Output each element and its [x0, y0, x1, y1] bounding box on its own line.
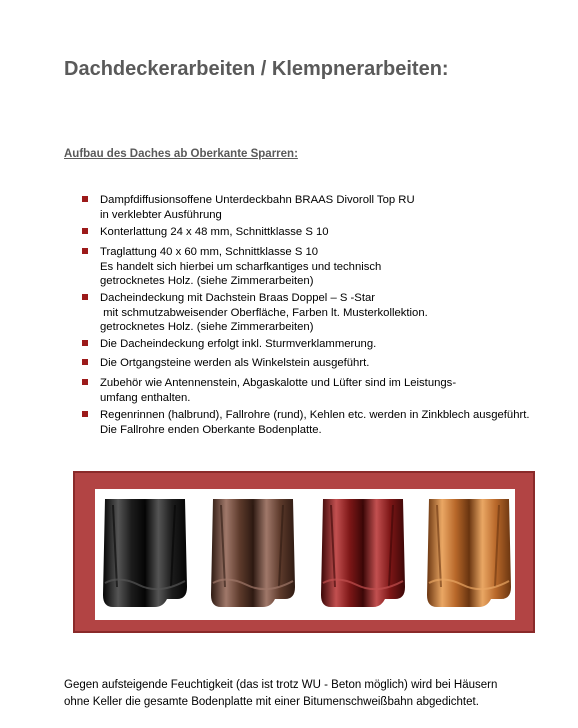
square-bullet-icon	[82, 359, 88, 365]
roof-tile-samples	[95, 489, 515, 620]
roof-tile-orange	[423, 495, 515, 613]
list-item-line: Die Fallrohre enden Oberkante Bodenplatte.	[100, 423, 322, 436]
list-item-line: getrocknetes Holz. (siehe Zimmerarbeiten)	[100, 275, 314, 288]
list-item-line: in verklebter Ausführung	[100, 208, 222, 221]
list-item-line: Zubehör wie Antennenstein, Abgaskalotte und Lüfter sind im Leistungs-	[100, 377, 457, 389]
list-item-line: Traglattung 40 x 60 mm, Schnittklasse S 10	[100, 246, 319, 258]
square-bullet-icon	[82, 411, 88, 417]
footer-note	[64, 677, 497, 711]
square-bullet-icon	[82, 340, 88, 346]
list-item-line: Es handelt sich hierbei um scharfkantiges und technisch	[100, 260, 382, 273]
list-item-line: mit schmutzabweisender Oberfläche, Farben lt. Musterkollektion.	[100, 306, 428, 319]
square-bullet-icon	[82, 294, 88, 300]
square-bullet-icon	[82, 228, 88, 234]
list-item-line: Konterlattung 24 x 48 mm, Schnittklasse S 10	[100, 226, 329, 238]
square-bullet-icon	[82, 196, 88, 202]
list-item-line: Die Dacheindeckung erfolgt inkl. Sturmverklammerung.	[100, 338, 377, 350]
list-item-line: Dacheindeckung mit Dachstein Braas Doppel – S -Star	[100, 292, 376, 304]
list-item-line: getrocknetes Holz. (siehe Zimmerarbeiten)	[100, 321, 314, 334]
footer-line: ohne Keller die gesamte Bodenplatte mit einer Bitumenschweißbahn abgedichtet.	[64, 696, 479, 708]
roof-tile-brown	[207, 495, 299, 613]
square-bullet-icon	[82, 248, 88, 254]
list-item-line: Regenrinnen (halbrund), Fallrohre (rund), Kehlen etc. werden in Zinkblech ausgeführt.	[100, 409, 530, 421]
list-item-line: Die Ortgangsteine werden als Winkelstein ausgeführt.	[100, 357, 370, 369]
square-bullet-icon	[82, 379, 88, 385]
section-heading: Aufbau des Daches ab Oberkante Sparren:	[64, 148, 298, 160]
list-item-line: Dampfdiffusionsoffene Unterdeckbahn BRAAS Divoroll Top RU	[100, 194, 415, 206]
roof-tile-samples-frame	[73, 471, 535, 633]
list-item-line: umfang enthalten.	[100, 391, 191, 404]
footer-line: Gegen aufsteigende Feuchtigkeit (das ist trotz WU - Beton möglich) wird bei Häusern	[64, 679, 498, 691]
roof-tile-black	[99, 495, 191, 613]
roof-tile-red	[317, 495, 409, 613]
page-title: Dachdeckerarbeiten / Klempnerarbeiten:	[64, 58, 449, 80]
